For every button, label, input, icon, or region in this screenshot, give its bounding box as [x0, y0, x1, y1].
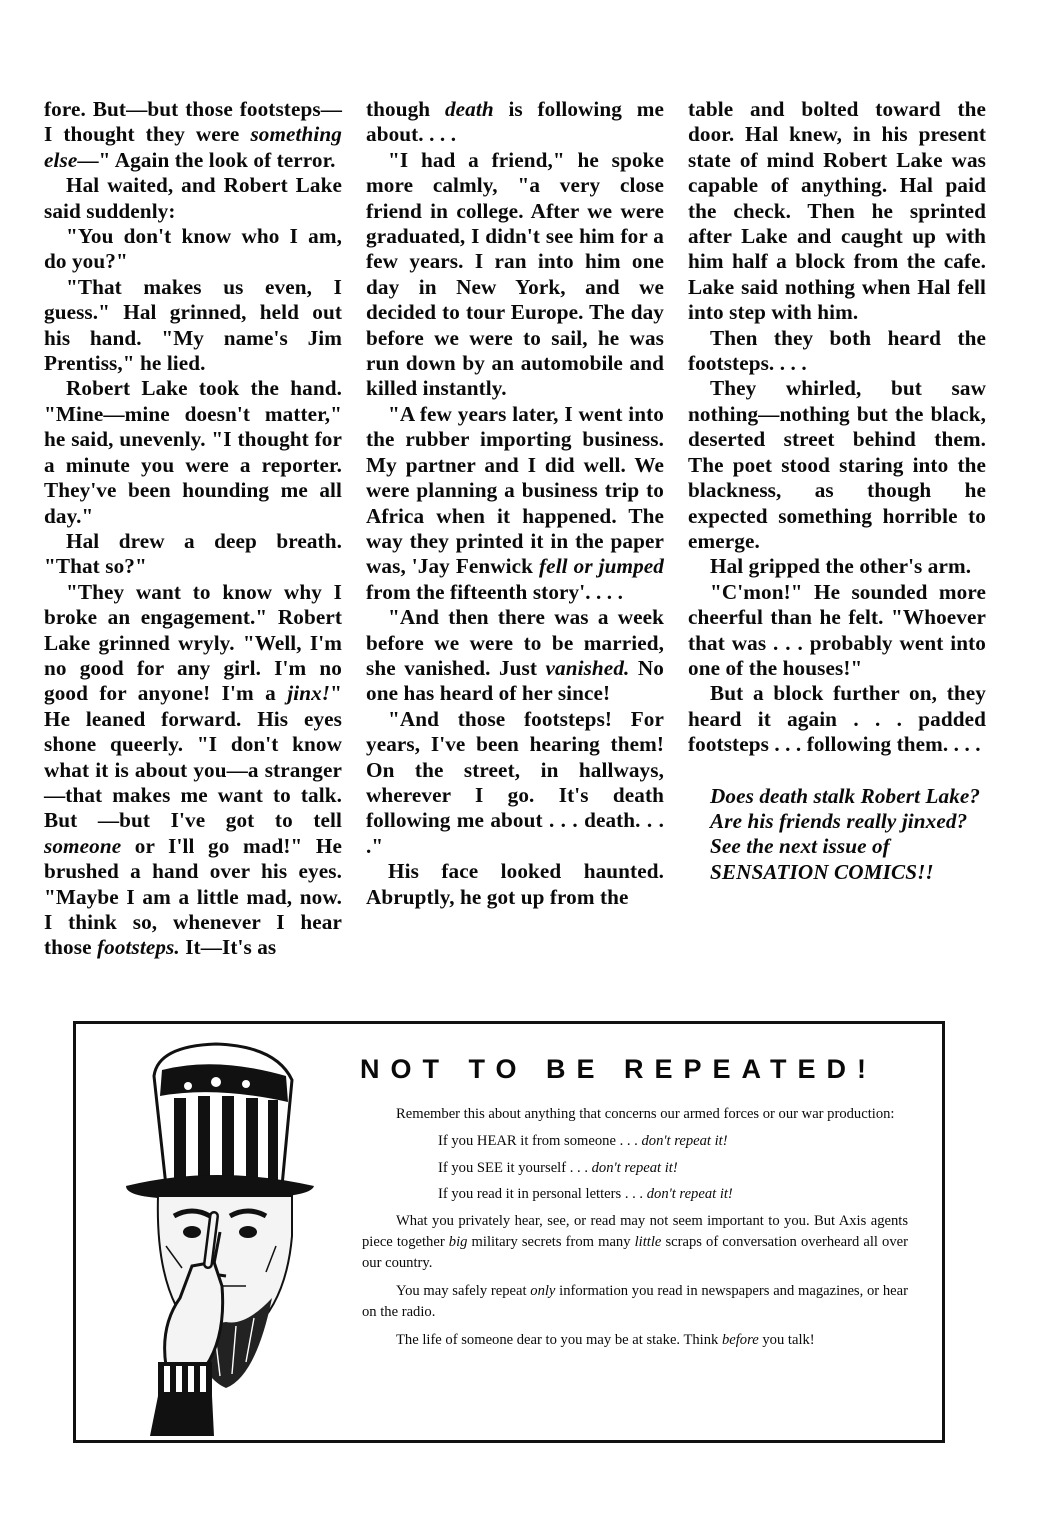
story-col1-paragraph: "They want to know why I broke an engagement." Robert Lake grinned wryly. "Well, I'm no good for any girl. I'm no good for anyone! I'm a jinx!" He leaned forward. His eyes shone queerly. "I don't know what it is about you—a stranger—that makes me want to talk. But —but I've got to tell someone or I'll go mad!" He brushed a hand over his eyes. "Maybe I am a little mad, now. I think so, whenever I hear those footsteps. It—It's as [44, 579, 342, 960]
story-column-3 [688, 97, 986, 885]
psa-paragraph-life: The life of someone dear to you may be at stake. Think before you talk! [396, 1331, 815, 1348]
psa-line-hear: If you HEAR it from someone . . . don't repeat it! [438, 1133, 728, 1150]
story-col2-paragraph: though death is following me about. . . . [366, 97, 664, 147]
story-col3-paragraph: Then they both heard the footsteps. . . . [688, 325, 986, 376]
psa-body [362, 1104, 908, 1357]
story-col1-paragraph: Robert Lake took the hand. "Mine—mine doesn't matter," he said, unevenly. "I thought for a minute you were a reporter. They've been hounding me all day." [44, 376, 342, 528]
psa-line-see: If you SEE it yourself . . . don't repeat it! [438, 1159, 678, 1176]
story-col1-paragraph: fore. But—but those footsteps—I thought they were something else—" Again the look of terror. [44, 97, 342, 172]
story-col3-paragraph: They whirled, but saw nothing—nothing but the black, deserted street behind them. The poet stood staring into the blackness, as though he expected something horrible to emerge. [688, 376, 986, 553]
story-col3-paragraph: Hal gripped the other's arm. [710, 554, 972, 579]
story-col1-paragraph: Hal waited, and Robert Lake said suddenly: [44, 173, 342, 223]
next-issue-teaser: Does death stalk Robert Lake? Are his friends really jinxed? See the next issue of SENSATION COMICS!! [710, 783, 981, 884]
story-column-1 [44, 97, 342, 961]
story-col1-paragraph: "That makes us even, I guess." Hal grinned, held out his hand. "My name's Jim Prentiss," he lied. [44, 274, 342, 376]
psa-paragraph-axis: What you privately hear, see, or read may not seem important to you. But Axis agents piece together big military secrets from many little scraps of conversation overheard all over our country. [362, 1212, 908, 1272]
psa-line-letters: If you read it in personal letters . . . don't repeat it! [438, 1186, 733, 1203]
story-col2-paragraph: "And then there was a week before we were to be married, she vanished. Just vanished. No one has heard of her since! [366, 605, 664, 706]
story-column-2 [366, 97, 664, 910]
psa-headline: NOT TO BE REPEATED! [360, 1054, 878, 1084]
story-col3-paragraph: But a block further on, they heard it again . . . padded footsteps . . . following them. . . . [688, 681, 986, 757]
uncle-sam-illustration [96, 1036, 346, 1436]
story-col3-paragraph: "C'mon!" He sounded more cheerful than he felt. "Whoever that was . . . probably went into one of the houses!" [688, 579, 986, 680]
story-col3-paragraph: table and bolted toward the door. Hal knew, in his present state of mind Robert Lake was capable of anything. Hal paid the check. Then he sprinted after Lake and caught up with him half a block from the cafe. Lake said nothing when Hal fell into step with him. [688, 97, 986, 325]
psa-paragraph-safe: You may safely repeat only information you read in newspapers and magazines, or hear on the radio. [362, 1282, 908, 1321]
story-col1-paragraph: "You don't know who I am, do you?" [44, 224, 342, 274]
psa-intro: Remember this about anything that concerns our armed forces or our war production: [396, 1106, 895, 1122]
story-col2-paragraph: His face looked haunted. Abruptly, he got up from the [366, 859, 664, 909]
story-col2-paragraph: "I had a friend," he spoke more calmly, "a very close friend in college. After we were graduated, I didn't see him for a few years. I ran into him one day in New York, and we decided to tour Europe. The day before we were to sail, he was run down by an automobile and killed instantly. [366, 147, 664, 401]
story-col2-paragraph: "And those footsteps! For years, I've been hearing them! On the street, in hallways, wherever I go. It's death following me about . . . death. . . ." [366, 706, 664, 858]
story-col1-paragraph: Hal drew a deep breath. "That so?" [44, 528, 342, 579]
story-col2-paragraph: "A few years later, I went into the rubber importing business. My partner and I did well. We were planning a business trip to Africa when it happened. The way they printed it in the paper was, 'Jay Fenwick fell or jumped from the fifteenth story'. . . . [366, 401, 664, 604]
